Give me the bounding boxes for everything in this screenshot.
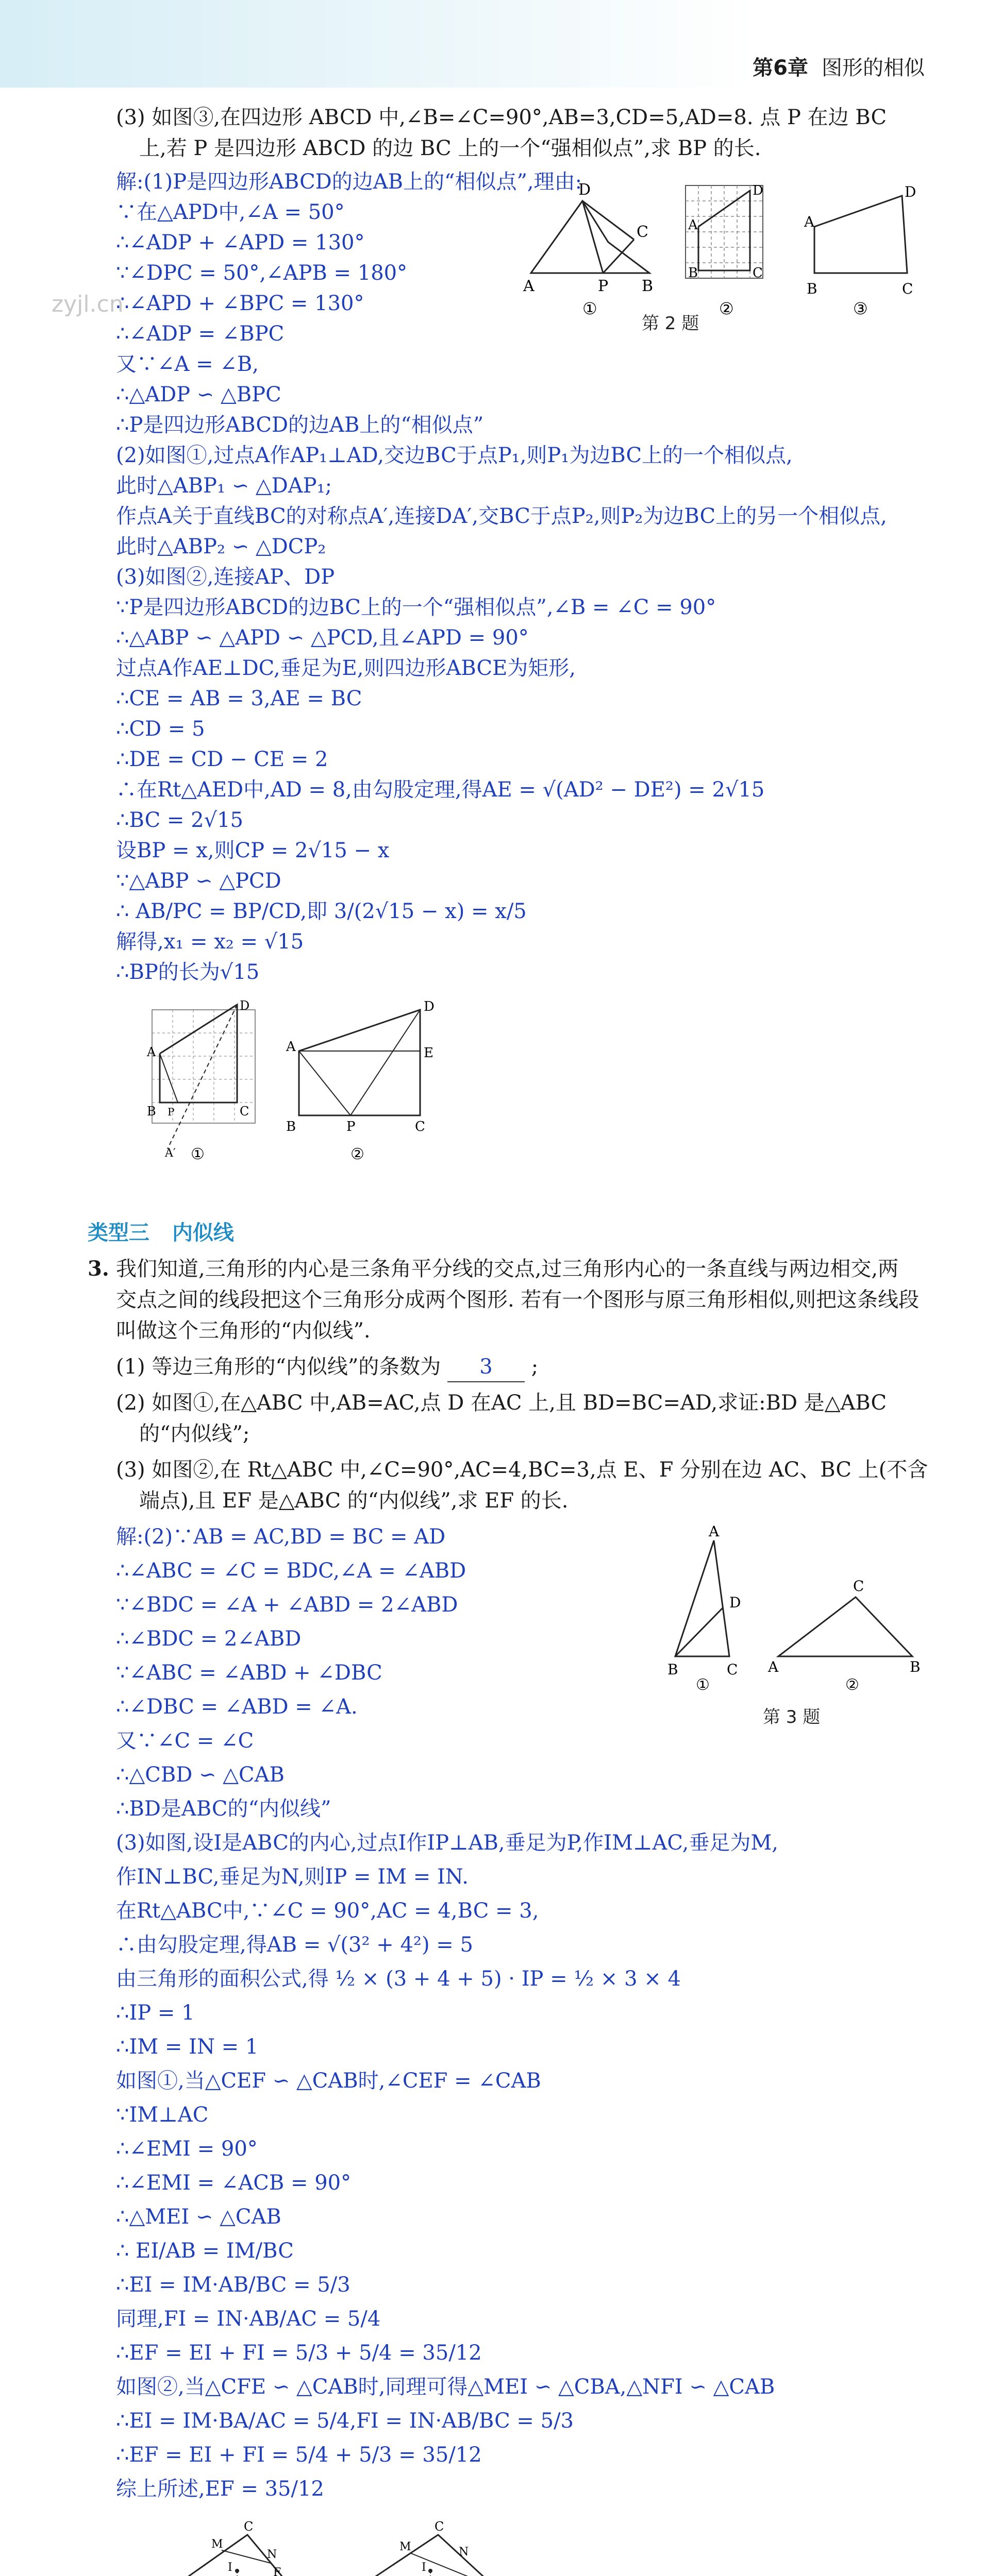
q2-solution-line-16: ∴△ABP ∽ △APD ∽ △PCD,且∠APD = 90°	[116, 626, 529, 650]
q2-figure-caption: 第 2 题	[642, 313, 699, 334]
q2-line1: (3) 如图③,在四边形 ABCD 中,∠B=∠C=90°,AB=3,CD=5,AD=8. 点 P 在边 BC	[116, 106, 887, 129]
q3-solution-figure-2	[335, 2519, 515, 2576]
svg-text:M: M	[399, 2540, 411, 2553]
q3-part1-answer: 3	[447, 1352, 525, 1382]
chapter-title: 图形的相似	[822, 56, 925, 80]
svg-text:C: C	[244, 2519, 254, 2534]
svg-text:②: ②	[845, 1676, 859, 1694]
svg-text:A′: A′	[165, 1147, 176, 1160]
svg-text:A: A	[688, 217, 698, 233]
q3-solution-line-4: ∴∠BDC = 2∠ABD	[116, 1627, 302, 1651]
q3-part1-end: ;	[531, 1355, 539, 1379]
q2-figure-2	[686, 183, 763, 318]
section-title: 内似线	[172, 1221, 234, 1245]
q3-part3-2: 端点),且 EF 是△ABC 的“内似线”,求 EF 的长.	[139, 1489, 569, 1513]
q2-solution-figure-2	[286, 999, 435, 1163]
q3-solution-line-17: 如图①,当△CEF ∽ △CAB时,∠CEF = ∠CAB	[116, 2069, 541, 2093]
svg-text:A: A	[804, 213, 815, 230]
q3-stem-2: 交点之间的线段把这个三角形分成两个图形. 若有一个图形与原三角形相似,则把这条线段	[116, 1288, 920, 1312]
svg-text:③: ③	[853, 299, 868, 318]
q3-solution-line-27: ∴EI = IM·BA/AC = 5/4,FI = IN·AB/BC = 5/3	[116, 2409, 574, 2433]
chapter-label: 第6章	[753, 56, 808, 80]
q3-stem-3: 叫做这个三角形的“内似线”.	[116, 1319, 371, 1343]
q2-solution-line-17: 过点A作AE⊥DC,垂足为E,则四边形ABCE为矩形,	[116, 656, 576, 680]
svg-text:B: B	[286, 1119, 296, 1134]
svg-text:I: I	[422, 2561, 426, 2574]
svg-text:①: ①	[191, 1145, 205, 1163]
q3-solution-figures	[139, 2519, 531, 2576]
q3-part2-2: 的“内似线”;	[139, 1422, 250, 1446]
q2-solution-line-14: (3)如图②,连接AP、DP	[116, 565, 335, 589]
q2-solution-figure-1	[146, 999, 255, 1163]
svg-text:D: D	[729, 1594, 741, 1611]
watermark: zyjl.cn	[52, 291, 124, 317]
q3-solution-line-22: ∴ EI/AB = IM/BC	[116, 2239, 294, 2263]
svg-text:A: A	[286, 1039, 296, 1055]
svg-text:C: C	[753, 265, 763, 281]
q2-solution-line-1: 解:(1)P是四边形ABCD的边AB上的“相似点”,理由:	[116, 170, 582, 194]
q3-solution-line-24: 同理,FI = IN·AB/AC = 5/4	[116, 2307, 381, 2331]
q2-solution-line-8: ∴△ADP ∽ △BPC	[116, 383, 281, 406]
q2-figure-3	[804, 183, 916, 318]
svg-text:A: A	[147, 1045, 156, 1059]
q3-solution-line-1: 解:(2)∵AB = AC,BD = BC = AD	[116, 1525, 446, 1549]
q3-solution-line-9: ∴BD是ABC的“内似线”	[116, 1797, 331, 1821]
svg-text:①: ①	[696, 1676, 710, 1694]
svg-text:①: ①	[582, 299, 597, 318]
q2-solution-line-26: 解得,x₁ = x₂ = √15	[116, 930, 304, 954]
svg-text:D: D	[905, 183, 916, 200]
q2-solution-line-11: 此时△ABP₁ ∽ △DAP₁;	[116, 474, 332, 498]
q3-solution-line-26: 如图②,当△CFE ∽ △CAB时,同理可得△MEI ∽ △CBA,△NFI ∽ △CAB	[116, 2375, 775, 2399]
svg-text:N: N	[459, 2546, 469, 2558]
svg-text:C: C	[727, 1661, 738, 1678]
svg-text:A: A	[768, 1658, 779, 1675]
q2-solution-line-21: ∴在Rt△AED中,AD = 8,由勾股定理,得AE = √(AD² − DE²) = 2√15	[116, 778, 765, 802]
q3-number: 3.	[88, 1257, 109, 1281]
q3-solution-line-18: ∵IM⊥AC	[116, 2103, 209, 2127]
q3-solution-line-15: ∴IP = 1	[116, 2001, 195, 2025]
q2-solution-figures	[139, 999, 469, 1164]
q3-solution-line-8: ∴△CBD ∽ △CAB	[116, 1763, 285, 1787]
q2-figures	[515, 175, 938, 330]
svg-text:C: C	[902, 280, 913, 297]
q3-solution-line-19: ∴∠EMI = 90°	[116, 2137, 258, 2161]
q3-solution-line-6: ∴∠DBC = ∠ABD = ∠A.	[116, 1695, 358, 1719]
q3-figure-2	[767, 1578, 921, 1694]
svg-text:C: C	[853, 1578, 864, 1595]
svg-text:C: C	[415, 1119, 425, 1134]
q2-solution-line-23: 设BP = x,则CP = 2√15 − x	[116, 839, 390, 862]
svg-text:D: D	[424, 999, 435, 1014]
svg-text:B: B	[147, 1104, 156, 1118]
q3-stem-1: 我们知道,三角形的内心是三条角平分线的交点,过三角形内心的一条直线与两边相交,两	[116, 1257, 899, 1281]
q3-solution-line-16: ∴IM = IN = 1	[116, 2035, 259, 2059]
q2-solution-line-19: ∴CD = 5	[116, 717, 205, 741]
q2-solution-line-10: (2)如图①,过点A作AP₁⊥AD,交边BC于点P₁,则P₁为边BC上的一个相似点,	[116, 444, 793, 467]
svg-text:A: A	[523, 277, 535, 295]
q3-solution-figure-1	[144, 2519, 309, 2576]
q2-solution-line-13: 此时△ABP₂ ∽ △DCP₂	[116, 535, 326, 558]
q3-figures	[665, 1525, 933, 1695]
q2-solution-line-6: ∴∠ADP = ∠BPC	[116, 322, 285, 346]
q3-solution-line-2: ∴∠ABC = ∠C = BDC,∠A = ∠ABD	[116, 1559, 466, 1583]
q2-solution-line-12: 作点A关于直线BC的对称点A′,连接DA′,交BC于点P₂,则P₂为边BC上的另一个相似点,	[116, 504, 887, 528]
svg-text:B: B	[667, 1661, 678, 1678]
q2-solution-line-22: ∴BC = 2√15	[116, 808, 243, 832]
q3-solution-line-10: (3)如图,设I是ABC的内心,过点I作IP⊥AB,垂足为P,作IM⊥AC,垂足为M,	[116, 1831, 778, 1855]
q3-solution-line-20: ∴∠EMI = ∠ACB = 90°	[116, 2171, 352, 2195]
q3-solution-line-14: 由三角形的面积公式,得 ½ × (3 + 4 + 5) · IP = ½ × 3 × 4	[116, 1967, 681, 1991]
svg-text:A: A	[709, 1525, 720, 1540]
q2-solution-line-2: ∵在△APD中,∠A = 50°	[116, 200, 345, 224]
svg-text:N: N	[267, 2548, 277, 2561]
svg-text:C: C	[435, 2519, 444, 2534]
q2-figure-1	[523, 181, 653, 318]
section-heading	[88, 1218, 234, 1247]
q3-solution-line-21: ∴△MEI ∽ △CAB	[116, 2205, 281, 2229]
svg-text:②: ②	[350, 1145, 364, 1163]
q3-solution-line-25: ∴EF = EI + FI = 5/3 + 5/4 = 35/12	[116, 2341, 482, 2365]
q3-solution-line-5: ∵∠ABC = ∠ABD + ∠DBC	[116, 1661, 382, 1685]
q2-solution-line-24: ∵△ABP ∽ △PCD	[116, 869, 281, 893]
q2-solution-line-20: ∴DE = CD − CE = 2	[116, 748, 328, 771]
q2-line2: 上,若 P 是四边形 ABCD 的边 BC 上的一个“强相似点”,求 BP 的长.	[139, 137, 761, 160]
q3-solution-line-13: ∴由勾股定理,得AB = √(3² + 4²) = 5	[116, 1933, 473, 1957]
q3-solution-line-28: ∴EF = EI + FI = 5/4 + 5/3 = 35/12	[116, 2443, 482, 2467]
section-label: 类型三	[88, 1221, 149, 1245]
q2-solution-line-15: ∵P是四边形ABCD的边BC上的一个“强相似点”,∠B = ∠C = 90°	[116, 596, 716, 619]
svg-text:C: C	[240, 1104, 249, 1118]
q2-solution-line-7: 又∵∠A = ∠B,	[116, 352, 259, 376]
svg-text:P: P	[346, 1119, 356, 1134]
svg-text:D: D	[240, 999, 250, 1013]
svg-text:B: B	[910, 1658, 921, 1675]
q3-part1-text: (1) 等边三角形的“内似线”的条数为	[116, 1355, 441, 1379]
q2-solution-line-27: ∴BP的长为√15	[116, 960, 260, 984]
q2-solution-line-25: ∴ AB/PC = BP/CD,即 3/(2√15 − x) = x/5	[116, 900, 527, 923]
q2-solution-line-9: ∴P是四边形ABCD的边AB上的“相似点”	[116, 413, 484, 437]
svg-text:②: ②	[719, 299, 734, 318]
q3-part3-1: (3) 如图②,在 Rt△ABC 中,∠C=90°,AC=4,BC=3,点 E、F 分别在边 AC、BC 上(不含	[116, 1458, 928, 1482]
q2-solution-line-4: ∵∠DPC = 50°,∠APB = 180°	[116, 261, 408, 285]
q3-solution-line-7: 又∵∠C = ∠C	[116, 1729, 254, 1753]
q3-solution-line-11: 作IN⊥BC,垂足为N,则IP = IM = IN.	[116, 1865, 469, 1889]
q3-solution-line-12: 在Rt△ABC中,∵∠C = 90°,AC = 4,BC = 3,	[116, 1899, 539, 1923]
svg-text:F: F	[273, 2566, 281, 2576]
q3-part2-1: (2) 如图①,在△ABC 中,AB=AC,点 D 在AC 上,且 BD=BC=AD,求证:BD 是△ABC	[116, 1391, 887, 1415]
svg-text:C: C	[637, 223, 648, 241]
svg-text:P: P	[168, 1106, 175, 1118]
svg-text:P: P	[598, 277, 609, 295]
q3-figure-caption: 第 3 题	[763, 1707, 821, 1727]
q2-solution-line-5: ∴∠APD + ∠BPC = 130°	[116, 292, 364, 315]
q3-solution-line-3: ∵∠BDC = ∠A + ∠ABD = 2∠ABD	[116, 1593, 458, 1617]
svg-text:B: B	[807, 280, 817, 297]
q2-solution-line-18: ∴CE = AB = 3,AE = BC	[116, 687, 362, 710]
svg-text:D: D	[753, 183, 763, 198]
page-header	[753, 52, 925, 81]
svg-text:D: D	[578, 181, 591, 199]
q3-figure-1	[667, 1525, 741, 1694]
q3-solution-line-23: ∴EI = IM·AB/BC = 5/3	[116, 2273, 350, 2297]
q3-solution-line-29: 综上所述,EF = 35/12	[116, 2477, 324, 2501]
q2-solution-line-3: ∴∠ADP + ∠APD = 130°	[116, 231, 365, 255]
svg-text:M: M	[211, 2538, 223, 2551]
svg-text:E: E	[424, 1045, 433, 1061]
q3-part1	[116, 1352, 538, 1382]
svg-text:I: I	[228, 2561, 232, 2574]
svg-text:B: B	[688, 265, 698, 281]
svg-text:B: B	[642, 277, 654, 295]
